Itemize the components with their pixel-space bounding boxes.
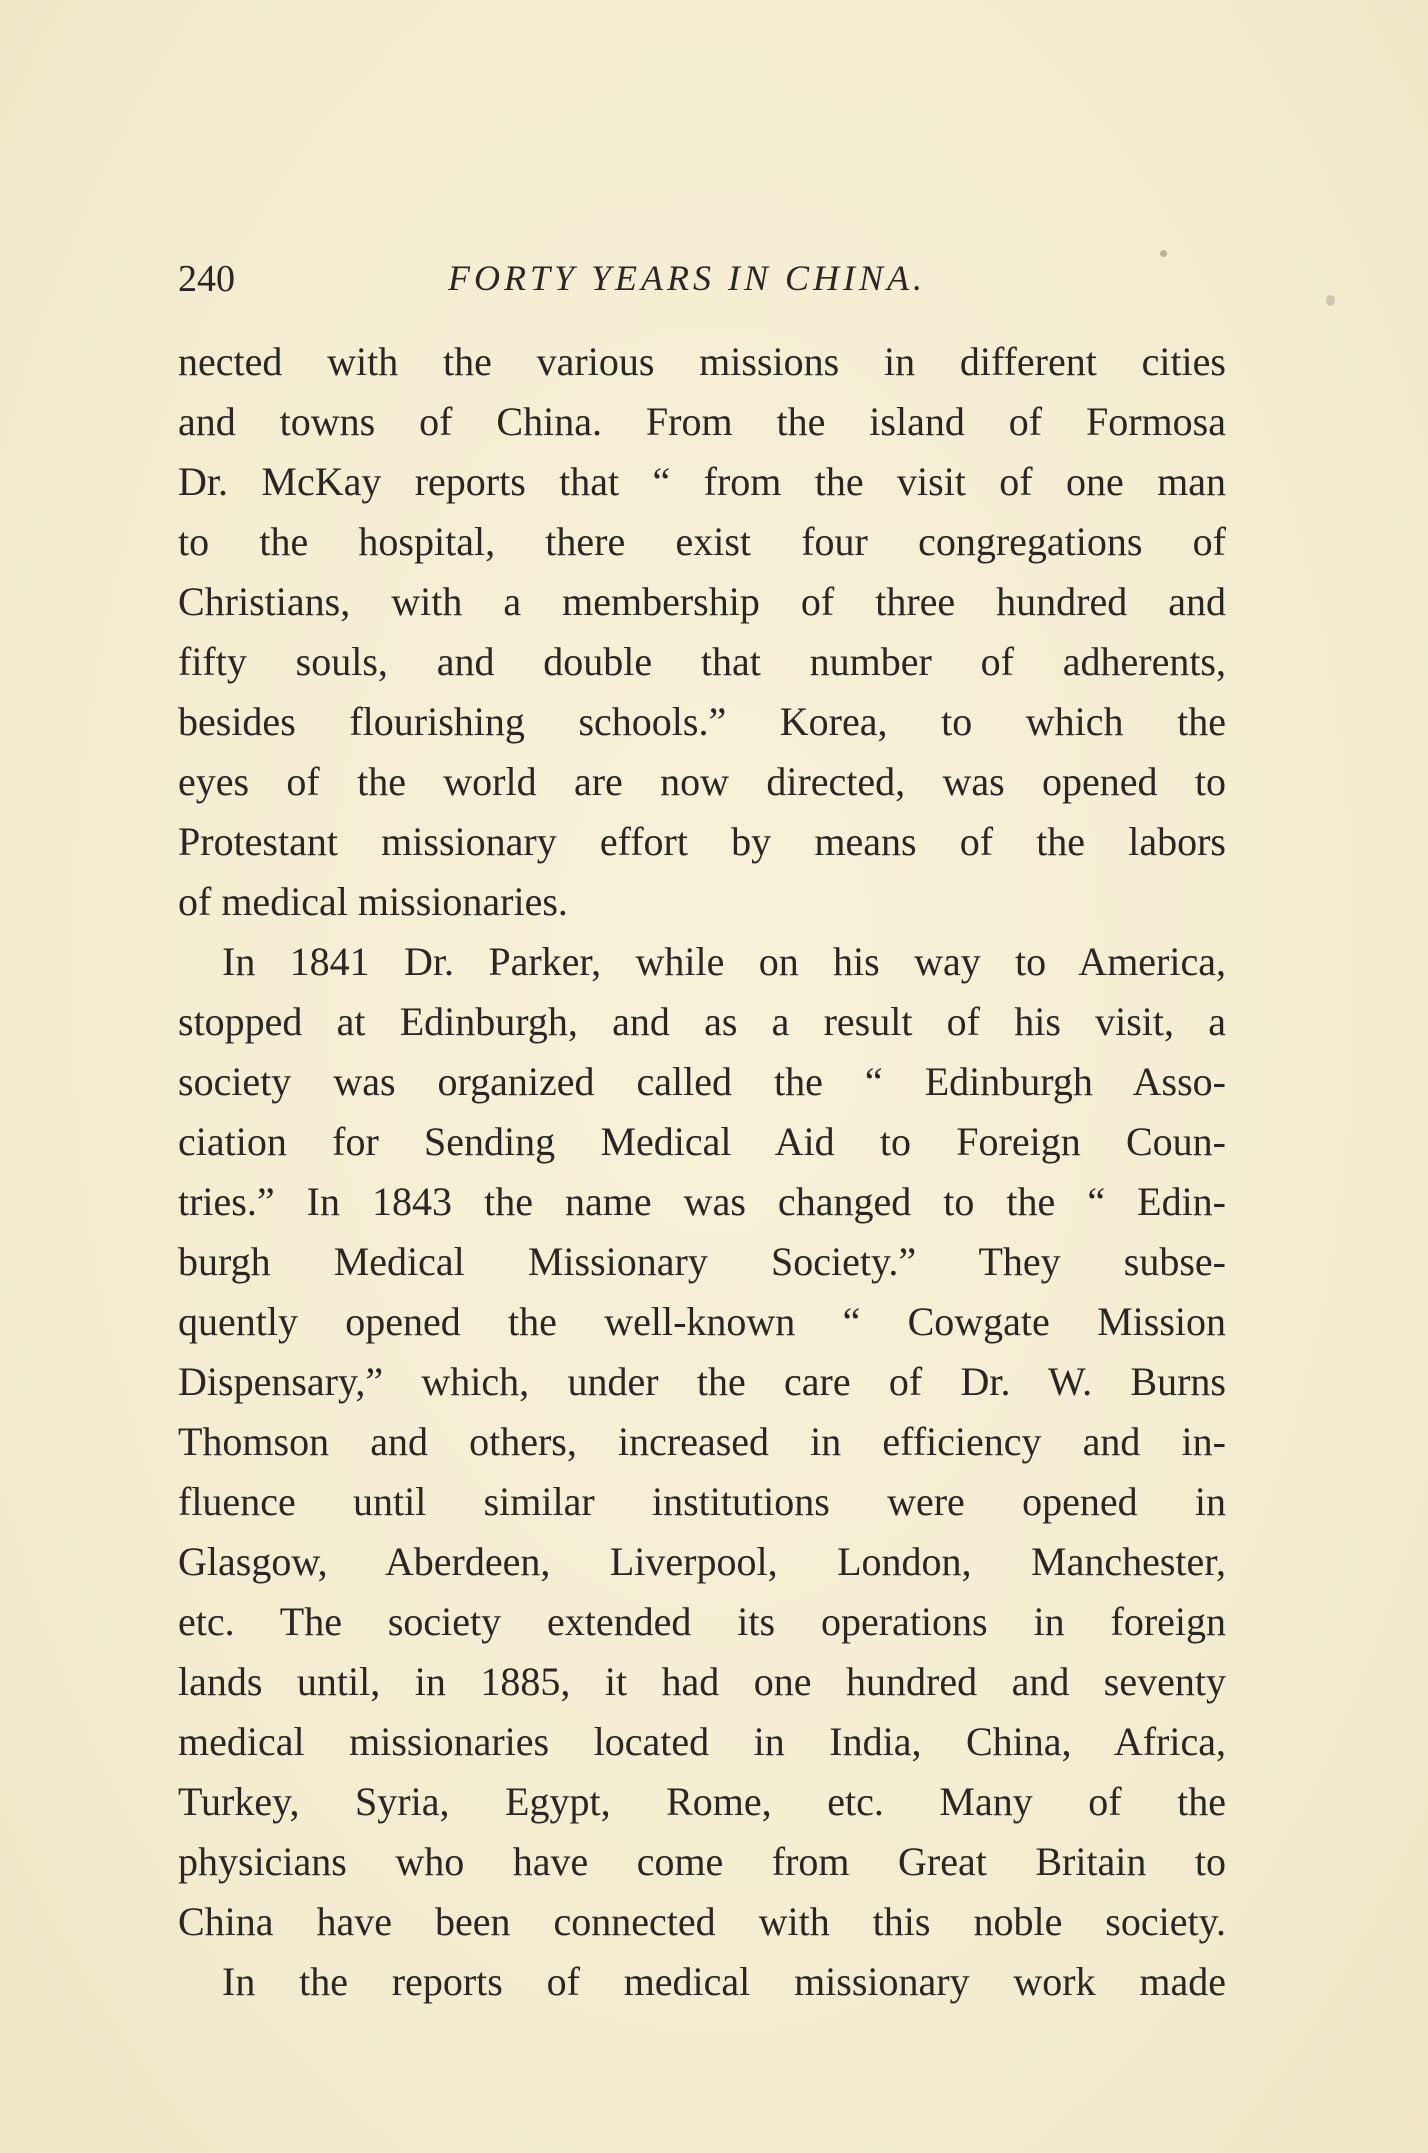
text-line: physicians who have come from Great Britain to [178,1839,1226,1884]
text-line: tries.” In 1843 the name was changed to the “ Edin- [178,1179,1226,1224]
text-line: Christians, with a membership of three hundred and [178,579,1226,624]
text-line: Dispensary,” which, under the care of Dr. W. Burns [178,1359,1226,1404]
text-line: burgh Medical Missionary Society.” They subse- [178,1239,1226,1284]
text-line: quently opened the well-known “ Cowgate Mission [178,1299,1226,1344]
text-line: etc. The society extended its operations in foreign [178,1599,1226,1644]
text-line: nected with the various missions in different cities [178,339,1226,384]
text-line: fluence until similar institutions were opened in [178,1479,1226,1524]
paragraph-start-line: In 1841 Dr. Parker, while on his way to America, [222,939,1226,984]
running-header [178,257,1226,307]
text-line: fifty souls, and double that number of adherents, [178,639,1226,684]
text-line: ciation for Sending Medical Aid to Foreign Coun- [178,1119,1226,1164]
text-line: eyes of the world are now directed, was opened to [178,759,1226,804]
text-line: stopped at Edinburgh, and as a result of his visit, a [178,999,1226,1044]
page-number: 240 [178,258,235,300]
text-line: China have been connected with this noble society. [178,1899,1226,1944]
text-line: and towns of China. From the island of Formosa [178,399,1226,444]
text-line: Turkey, Syria, Egypt, Rome, etc. Many of the [178,1779,1226,1824]
text-line: Protestant missionary effort by means of the labors [178,819,1226,864]
running-title: FORTY YEARS IN CHINA. [448,258,927,298]
text-line: Thomson and others, increased in efficiency and in- [178,1419,1226,1464]
text-line: medical missionaries located in India, China, Africa, [178,1719,1226,1764]
text-line: to the hospital, there exist four congregations of [178,519,1226,564]
text-line: Glasgow, Aberdeen, Liverpool, London, Manchester, [178,1539,1226,1584]
paragraph-start-line: In the reports of medical missionary work made [222,1959,1226,2004]
paper-speck [1326,295,1335,306]
text-line: Dr. McKay reports that “ from the visit of one man [178,459,1226,504]
text-line: society was organized called the “ Edinburgh Asso- [178,1059,1226,1104]
body-text [178,332,1226,2012]
text-line: of medical missionaries. [178,879,568,924]
text-line: lands until, in 1885, it had one hundred and seventy [178,1659,1226,1704]
paper-speck [1160,250,1167,257]
text-line: besides flourishing schools.” Korea, to which the [178,699,1226,744]
